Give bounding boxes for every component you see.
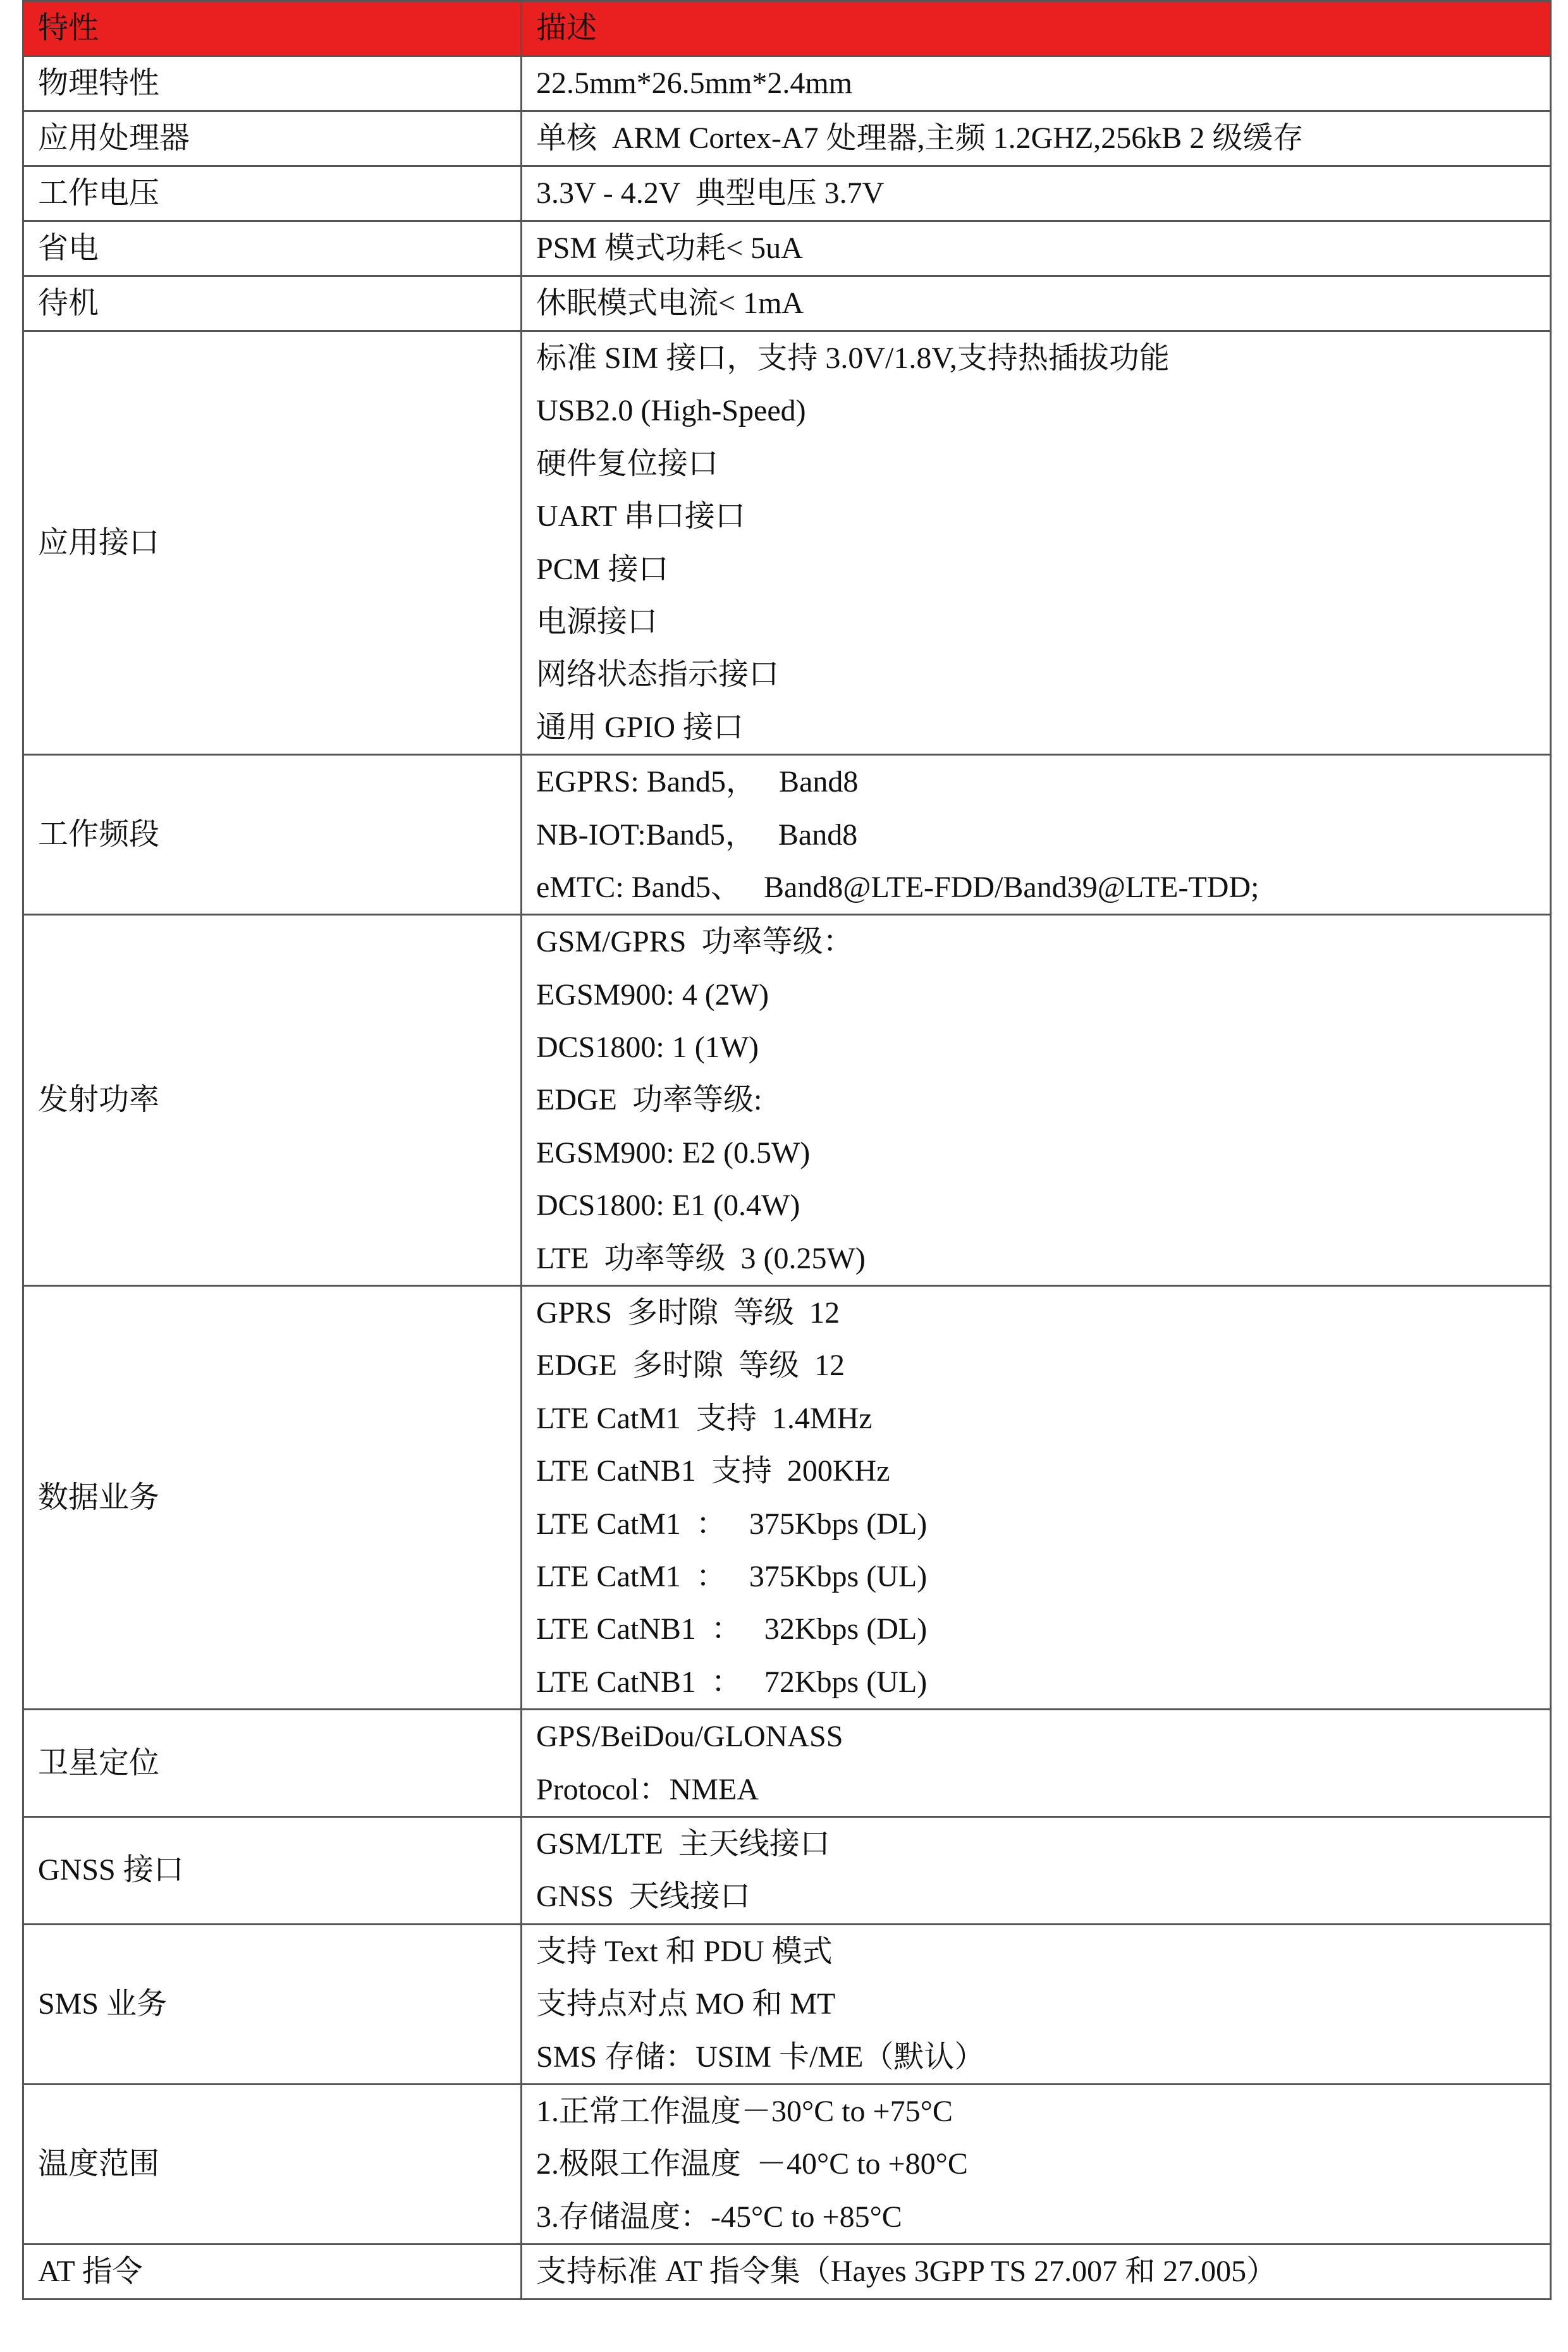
description-cell bbox=[522, 276, 1551, 331]
feature-cell: 应用处理器 bbox=[23, 111, 522, 166]
description-line: NB-IOT:Band5， Band8 bbox=[536, 818, 858, 852]
description-cell bbox=[522, 755, 1551, 915]
description-line: USB2.0 (High-Speed) bbox=[536, 394, 806, 428]
description-cell bbox=[522, 331, 1551, 755]
description-line: eMTC: Band5、 Band8@LTE-FDD/Band39@LTE-TDD; bbox=[536, 870, 1259, 904]
feature-cell: 发射功率 bbox=[23, 915, 522, 1286]
header-description: 描述 bbox=[522, 1, 1551, 56]
description-line: LTE CatM1 支持 1.4MHz bbox=[536, 1401, 873, 1435]
description-line: 2.极限工作温度 －40°C to +80°C bbox=[536, 2147, 968, 2181]
description-line: DCS1800: 1 (1W) bbox=[536, 1031, 759, 1065]
description-line: GSM/GPRS 功率等级： bbox=[536, 925, 854, 959]
description-cell bbox=[522, 1710, 1551, 1817]
table-row bbox=[23, 111, 1551, 166]
description-line: 支持 Text 和 PDU 模式 bbox=[536, 1934, 833, 1968]
description-cell bbox=[522, 111, 1551, 166]
feature-cell: 数据业务 bbox=[23, 1286, 522, 1710]
description-line: EGSM900: 4 (2W) bbox=[536, 977, 769, 1012]
feature-cell: 工作电压 bbox=[23, 166, 522, 221]
description-line: EDGE 多时隙 等级 12 bbox=[536, 1349, 845, 1383]
description-line: LTE CatM1 ： 375Kbps (DL) bbox=[536, 1507, 928, 1541]
feature-cell: AT 指令 bbox=[23, 2245, 522, 2300]
header-row bbox=[23, 1, 1551, 56]
description-cell bbox=[522, 166, 1551, 221]
description-line: EDGE 功率等级: bbox=[536, 1083, 763, 1117]
description-line: LTE CatNB1 ： 32Kbps (DL) bbox=[536, 1612, 928, 1646]
description-line: LTE CatNB1 ： 72Kbps (UL) bbox=[536, 1665, 928, 1699]
feature-cell: SMS 业务 bbox=[23, 1924, 522, 2084]
table-row bbox=[23, 1924, 1551, 2084]
spec-table bbox=[22, 0, 1552, 2300]
description-line: GSM/LTE 主天线接口 bbox=[536, 1827, 830, 1861]
description-line: GNSS 天线接口 bbox=[536, 1880, 750, 1914]
feature-cell: GNSS 接口 bbox=[23, 1816, 522, 1924]
description-line: LTE CatM1 ： 375Kbps (UL) bbox=[536, 1559, 928, 1593]
feature-cell: 应用接口 bbox=[23, 331, 522, 755]
description-line: 休眠模式电流< 1mA bbox=[536, 286, 804, 321]
description-line: 支持点对点 MO 和 MT bbox=[536, 1987, 836, 2021]
description-cell bbox=[522, 221, 1551, 276]
feature-cell: 物理特性 bbox=[23, 56, 522, 111]
description-line: 标准 SIM 接口，支持 3.0V/1.8V,支持热插拔功能 bbox=[536, 341, 1170, 375]
description-line: PSM 模式功耗< 5uA bbox=[536, 231, 803, 266]
description-line: DCS1800: E1 (0.4W) bbox=[536, 1189, 800, 1223]
description-line: GPS/BeiDou/GLONASS bbox=[536, 1720, 843, 1754]
description-line: Protocol：NMEA bbox=[536, 1772, 759, 1806]
table-row bbox=[23, 166, 1551, 221]
description-cell bbox=[522, 2245, 1551, 2300]
feature-cell: 卫星定位 bbox=[23, 1710, 522, 1817]
description-cell bbox=[522, 1286, 1551, 1710]
table-row bbox=[23, 755, 1551, 915]
feature-cell: 工作频段 bbox=[23, 755, 522, 915]
table-row bbox=[23, 1816, 1551, 1924]
table-row bbox=[23, 1286, 1551, 1710]
description-line: EGSM900: E2 (0.5W) bbox=[536, 1136, 811, 1170]
description-cell bbox=[522, 915, 1551, 1286]
description-line: 电源接口 bbox=[536, 604, 658, 639]
description-line: SMS 存储：USIM 卡/ME（默认） bbox=[536, 2040, 985, 2074]
table-row bbox=[23, 2245, 1551, 2300]
table-row bbox=[23, 1710, 1551, 1817]
feature-cell: 省电 bbox=[23, 221, 522, 276]
table-row bbox=[23, 56, 1551, 111]
description-line: 通用 GPIO 接口 bbox=[536, 710, 744, 744]
spec-table-body bbox=[23, 56, 1551, 2300]
description-line: PCM 接口 bbox=[536, 552, 669, 586]
description-line: 22.5mm*26.5mm*2.4mm bbox=[536, 66, 853, 101]
description-cell bbox=[522, 1816, 1551, 1924]
header-feature: 特性 bbox=[23, 1, 522, 56]
description-line: UART 串口接口 bbox=[536, 499, 745, 534]
description-line: 支持标准 AT 指令集（Hayes 3GPP TS 27.007 和 27.005） bbox=[536, 2255, 1277, 2289]
description-cell bbox=[522, 1924, 1551, 2084]
table-row bbox=[23, 276, 1551, 331]
description-cell bbox=[522, 56, 1551, 111]
table-row bbox=[23, 331, 1551, 755]
table-row bbox=[23, 2084, 1551, 2244]
description-line: LTE 功率等级 3 (0.25W) bbox=[536, 1241, 866, 1275]
table-row bbox=[23, 221, 1551, 276]
description-line: 3.存储温度：-45°C to +85°C bbox=[536, 2200, 902, 2234]
table-row bbox=[23, 915, 1551, 1286]
description-line: GPRS 多时隙 等级 12 bbox=[536, 1296, 840, 1330]
description-line: 网络状态指示接口 bbox=[536, 658, 780, 692]
description-line: 1.正常工作温度－30°C to +75°C bbox=[536, 2094, 953, 2128]
spec-table-header bbox=[23, 1, 1551, 56]
description-line: 3.3V - 4.2V 典型电压 3.7V bbox=[536, 176, 885, 211]
description-line: 硬件复位接口 bbox=[536, 446, 719, 481]
description-line: LTE CatNB1 支持 200KHz bbox=[536, 1454, 890, 1488]
description-line: 单核 ARM Cortex-A7 处理器,主频 1.2GHZ,256kB 2 级缓存 bbox=[536, 121, 1304, 156]
feature-cell: 温度范围 bbox=[23, 2084, 522, 2244]
description-line: EGPRS: Band5， Band8 bbox=[536, 765, 859, 799]
feature-cell: 待机 bbox=[23, 276, 522, 331]
description-cell bbox=[522, 2084, 1551, 2244]
